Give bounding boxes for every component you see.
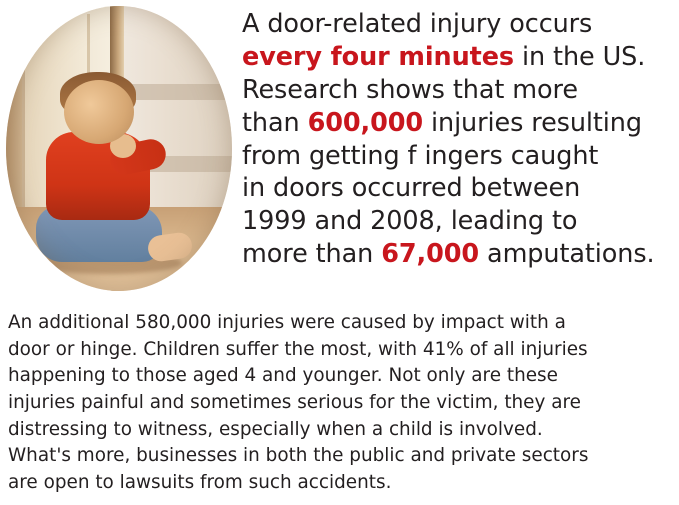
body-line: injuries painful and sometimes serious for the victim, they are (8, 392, 581, 414)
headline-line (242, 140, 669, 173)
headline-line (242, 74, 669, 107)
headline-line (242, 205, 669, 238)
headline-segment: in the US. (514, 41, 646, 72)
headline-segment: in doors occurred between (242, 173, 581, 204)
toddler-door-photo (6, 6, 232, 291)
headline-segment: amputations. (479, 239, 655, 270)
body-line: An additional 580,000 injuries were caused by impact with a (8, 312, 566, 333)
body-line: distressing to witness, especially when a child is involved. (8, 418, 543, 440)
body-line: happening to those aged 4 and younger. Not only are these (8, 365, 558, 387)
headline-segment: injuries resulting (423, 107, 642, 138)
headline-emphasis: 67,000 (381, 239, 480, 270)
headline-emphasis: every four minutes (242, 41, 514, 72)
headline-segment: Research shows that more (242, 74, 578, 105)
headline-emphasis: 600,000 (307, 107, 424, 138)
photo-container (0, 0, 238, 296)
headline-segment: 1999 and 2008, leading to (242, 206, 578, 237)
body-line: What's more, businesses in both the public and private sectors (8, 445, 589, 467)
headline-segment: more than (242, 239, 382, 270)
headline-line (242, 172, 669, 205)
headline-line (242, 8, 669, 41)
headline-segment: from getting f ingers caught (242, 140, 599, 171)
headline-line (242, 238, 669, 271)
headline-segment: A door-related injury occurs (242, 9, 593, 39)
headline-segment: than (242, 107, 308, 138)
photo-vignette (6, 6, 232, 291)
body-line: door or hinge. Children suffer the most, with 41% of all injuries (8, 338, 588, 360)
headline-text (238, 0, 679, 271)
body-paragraph (8, 310, 669, 497)
body-line: are open to lawsuits from such accidents. (8, 472, 392, 494)
headline-line (242, 41, 669, 74)
headline-line (242, 107, 669, 140)
